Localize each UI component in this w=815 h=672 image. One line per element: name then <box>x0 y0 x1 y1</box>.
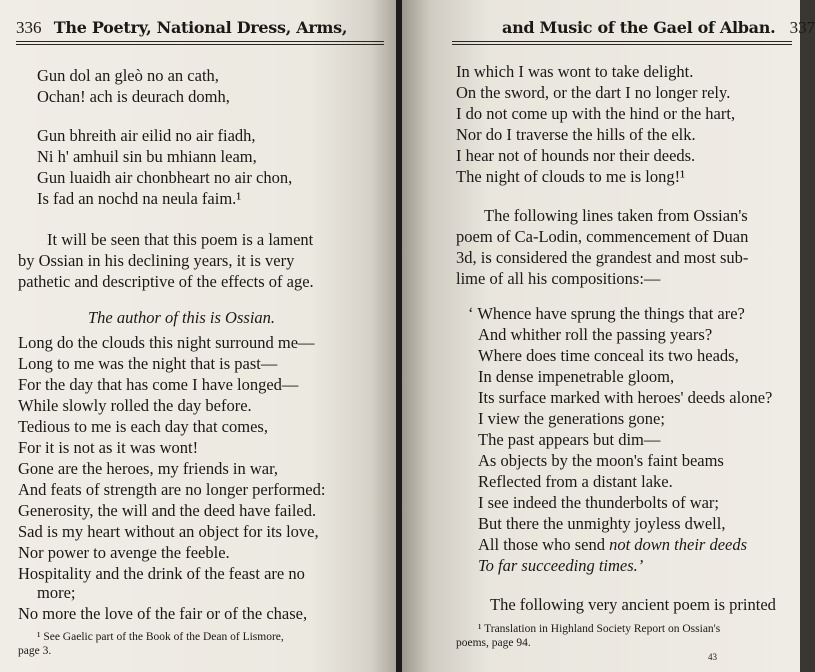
paragraph-line: by Ossian in his declining years, it is very <box>18 251 295 270</box>
paragraph-line: poem of Ca-Lodin, commencement of Duan <box>456 227 749 246</box>
translation-line: For it is not as it was wont! <box>18 438 199 457</box>
translation-line: Gone are the heroes, my friends in war, <box>18 459 279 478</box>
quote-line: Reflected from a distant lake. <box>478 472 673 491</box>
quote-line: In dense impenetrable gloom, <box>478 367 675 386</box>
continued-line: The night of clouds to me is long!¹ <box>456 167 686 186</box>
right-running-head <box>502 18 815 38</box>
quote-line: But there the unmighty joyless dwell, <box>478 514 726 533</box>
closing-line: The following very ancient poem is printed <box>490 595 776 614</box>
signature-mark: 43 <box>708 652 717 662</box>
continued-line: Nor do I traverse the hills of the elk. <box>456 125 696 144</box>
translation-line: No more the love of the fair or of the chase, <box>18 604 308 623</box>
quote-line: ‘ Whence have sprung the things that are? <box>468 304 745 323</box>
translation-line: Generosity, the will and the deed have failed. <box>18 501 317 520</box>
gaelic-line: Gun bhreith air eilid no air fiadh, <box>37 126 256 145</box>
quote-line: The past appears but dim— <box>478 430 661 449</box>
left-page-number: 336 <box>16 18 42 37</box>
paragraph-line: pathetic and descriptive of the effects of age. <box>18 272 314 291</box>
paragraph-line: lime of all his compositions:— <box>456 269 661 288</box>
quote-line: I see indeed the thunderbolts of war; <box>478 493 720 512</box>
left-running-head <box>16 18 347 38</box>
left-head-rule-2 <box>16 44 384 45</box>
continued-line: I do not come up with the hind or the hart, <box>456 104 736 123</box>
quote-line: And whither roll the passing years? <box>478 325 713 344</box>
quote-line: Where does time conceal its two heads, <box>478 346 739 365</box>
translation-line: While slowly rolled the day before. <box>18 396 252 415</box>
left-footnote: page 3. <box>18 645 52 657</box>
right-footnote: ¹ Translation in Highland Society Report on Ossian's <box>478 623 721 635</box>
quote-line-roman: All those who send <box>478 535 605 554</box>
continued-line: I hear not of hounds nor their deeds. <box>456 146 696 165</box>
right-head-rule <box>452 41 792 42</box>
gaelic-line: Is fad an nochd na neula faim.¹ <box>37 189 242 208</box>
right-page <box>402 0 815 672</box>
author-heading: The author of this is Ossian. <box>88 308 276 327</box>
translation-line: And feats of strength are no longer performed: <box>18 480 326 499</box>
translation-line: Nor power to avenge the feeble. <box>18 543 230 562</box>
left-head-title: The Poetry, National Dress, Arms, <box>53 18 348 37</box>
quote-line: Its surface marked with heroes' deeds alone? <box>478 388 773 407</box>
quote-line-italic: not down their deeds <box>604 535 748 554</box>
gaelic-line: Gun luaidh air chonbheart no air chon, <box>37 168 293 187</box>
paragraph-line: The following lines taken from Ossian's <box>484 206 748 225</box>
gaelic-line: Ni h' amhuil sin bu mhiann leam, <box>37 147 257 166</box>
translation-line: Long do the clouds this night surround me— <box>18 333 315 352</box>
left-footnote: ¹ See Gaelic part of the Book of the Dean of Lismore, <box>37 631 284 643</box>
translation-line: Tedious to me is each day that comes, <box>18 417 268 436</box>
right-footnote: poems, page 94. <box>456 637 531 649</box>
translation-line: Hospitality and the drink of the feast are no <box>18 564 305 583</box>
left-head-rule <box>16 41 384 42</box>
gaelic-line: Gun dol an gleò no an cath, <box>37 66 219 85</box>
continued-line: On the sword, or the dart I no longer rely. <box>456 83 731 102</box>
translation-line: Sad is my heart without an object for its love, <box>18 522 319 541</box>
quote-line: I view the generations gone; <box>478 409 665 428</box>
quote-line-mixed <box>478 535 747 555</box>
translation-line: more; <box>37 583 76 602</box>
left-page <box>0 0 398 672</box>
translation-line: For the day that has come I have longed— <box>18 375 299 394</box>
quote-line: As objects by the moon's faint beams <box>478 451 724 470</box>
paragraph-line: It will be seen that this poem is a lament <box>47 230 314 249</box>
right-head-title: and Music of the Gael of Alban. <box>502 18 776 37</box>
quote-line-last: To far succeeding times.’ <box>478 556 644 575</box>
translation-line: Long to me was the night that is past— <box>18 354 278 373</box>
right-head-rule-2 <box>452 44 792 45</box>
paragraph-line: 3d, is considered the grandest and most sub- <box>456 248 749 267</box>
gaelic-line: Ochan! ach is deurach domh, <box>37 87 230 106</box>
continued-line: In which I was wont to take delight. <box>456 62 694 81</box>
right-page-number: 337 <box>789 18 815 37</box>
